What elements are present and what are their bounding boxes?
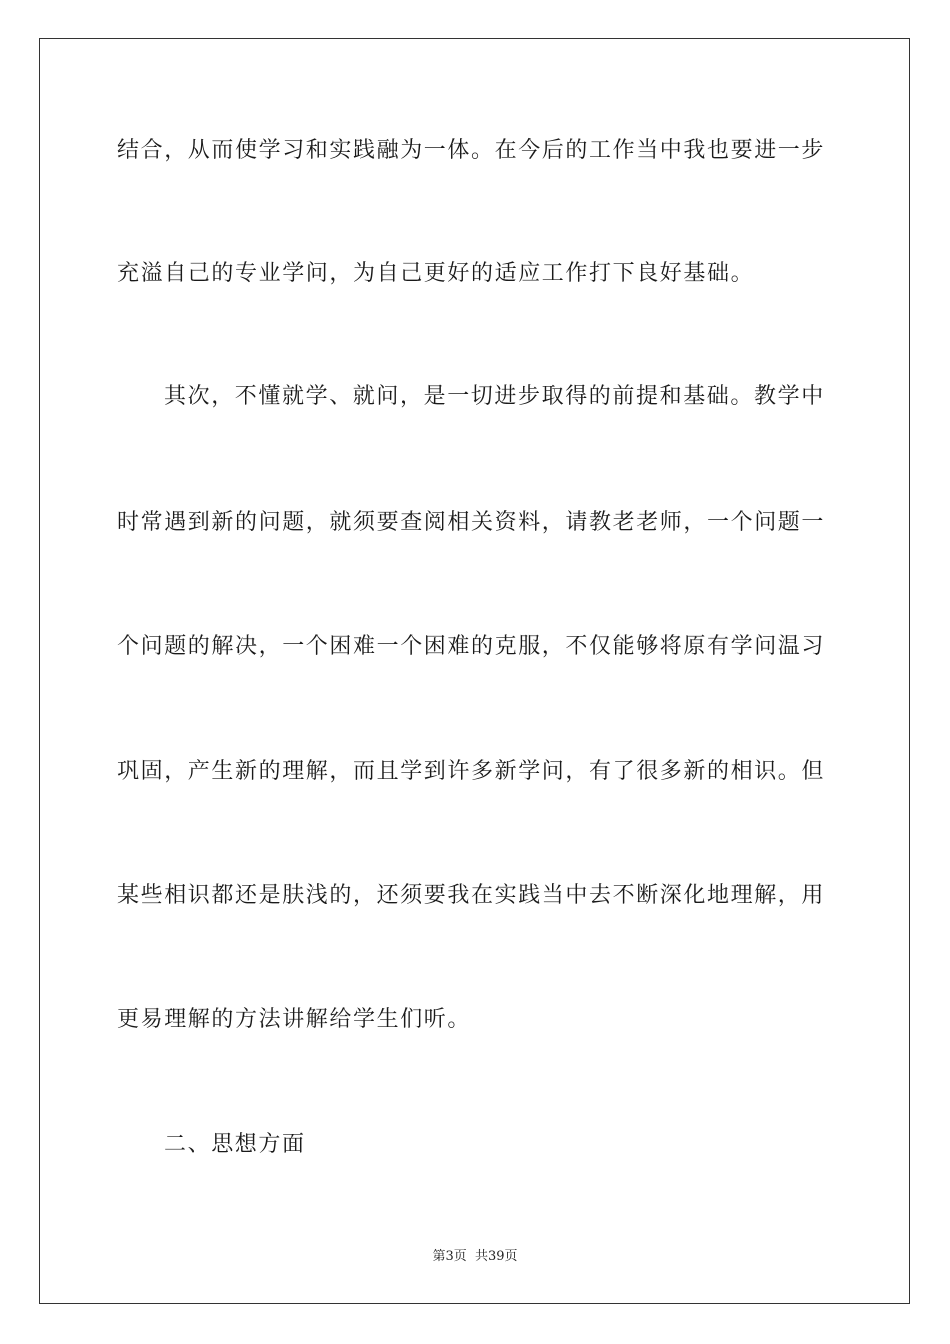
body-text-line: 结合，从而使学习和实践融为一体。在今后的工作当中我也要进一步	[117, 138, 826, 163]
section-heading: 二、思想方面	[164, 1132, 306, 1157]
page-border	[39, 38, 910, 1304]
total-pages-label: 共39页	[474, 1249, 518, 1264]
body-text-line: 其次，不懂就学、就问，是一切进步取得的前提和基础。教学中	[164, 384, 825, 409]
current-page-label: 第3页	[432, 1249, 467, 1264]
page-footer	[0, 1245, 950, 1264]
body-text-line: 充溢自己的专业学问，为自己更好的适应工作打下良好基础。	[117, 261, 755, 286]
body-text-line: 时常遇到新的问题，就须要查阅相关资料，请教老老师，一个问题一	[117, 510, 826, 535]
body-text-line: 巩固，产生新的理解，而且学到许多新学问，有了很多新的相识。但	[117, 759, 826, 784]
body-text-line: 更易理解的方法讲解给学生们听。	[117, 1007, 472, 1032]
body-text-line: 个问题的解决，一个困难一个困难的克服，不仅能够将原有学问温习	[117, 634, 826, 659]
body-text-line: 某些相识都还是肤浅的，还须要我在实践当中去不断深化地理解，用	[117, 883, 826, 908]
